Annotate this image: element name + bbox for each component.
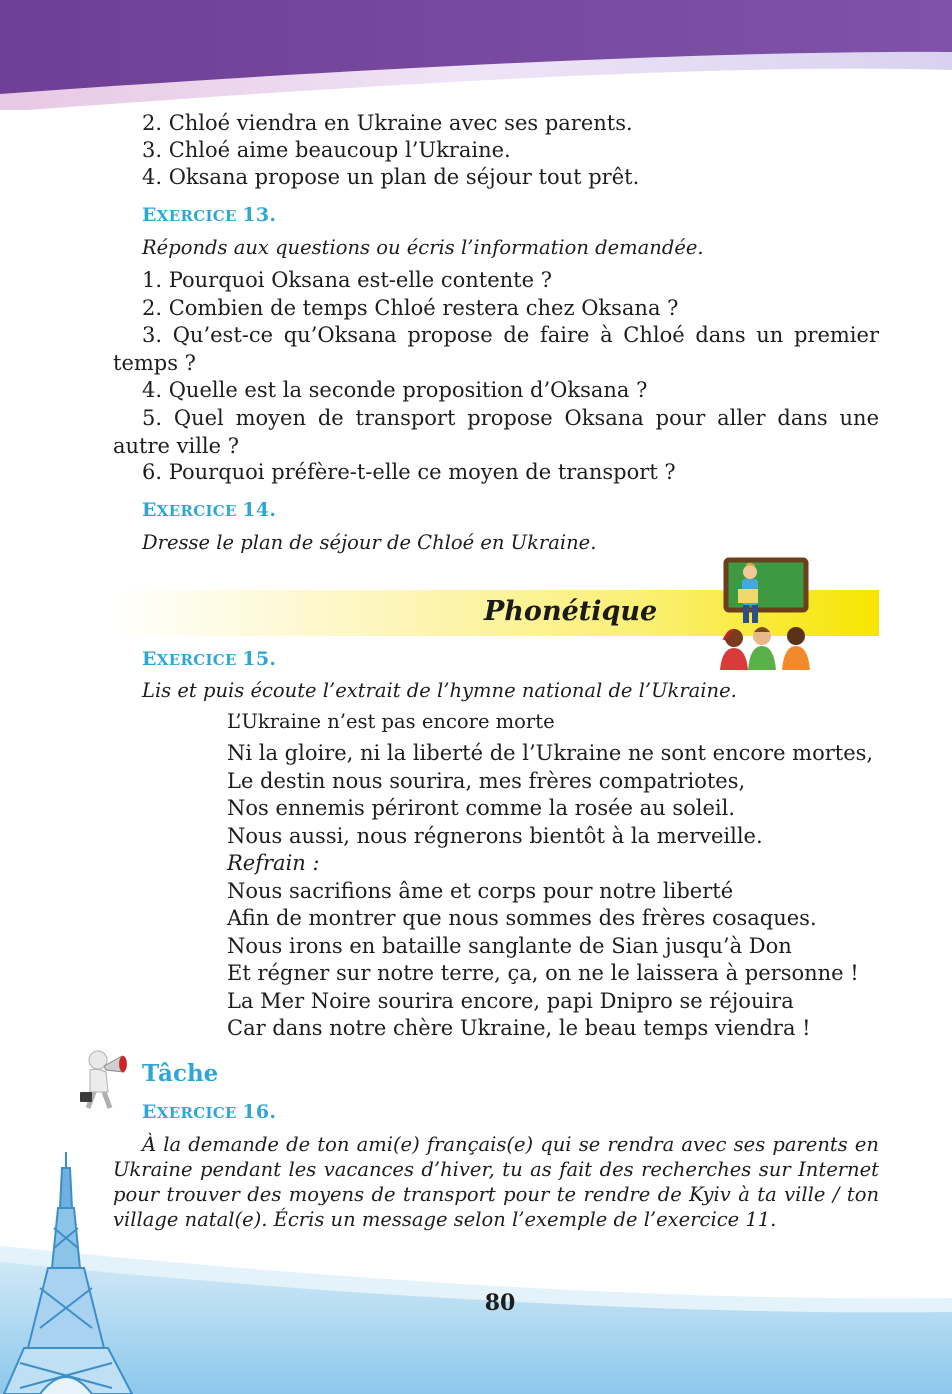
question-4: 4. Quelle est la seconde proposition d’Oksana ? xyxy=(142,378,648,402)
section-title-tache: Tâche xyxy=(142,1060,219,1087)
refrain-line: Nous sacrifions âme et corps pour notre liberté xyxy=(227,878,734,903)
page-number: 80 xyxy=(484,1290,516,1316)
heading-initial: E xyxy=(142,648,157,670)
heading-word: XERCICE xyxy=(156,651,237,669)
heading-initial: E xyxy=(142,499,157,521)
exercise-14-heading xyxy=(142,499,276,521)
refrain-line: Et régner sur notre terre, ça, on ne le laissera à personne ! xyxy=(227,961,859,985)
question-6: 6. Pourquoi préfère-t-elle ce moyen de transport ? xyxy=(142,460,676,484)
question-5-text: 5. Quel moyen de transport propose Oksana pour aller dans une autre ville ? xyxy=(113,406,879,458)
section-title-phonetique: Phonétique xyxy=(484,596,658,627)
exercise-16-text xyxy=(113,1132,879,1232)
heading-word: XERCICE xyxy=(156,502,237,520)
exercise-15-instruction: Lis et puis écoute l’extrait de l’hymne national de l’Ukraine. xyxy=(142,679,737,702)
poem-line: Ni la gloire, ni la liberté de l’Ukraine ne sont encore mortes, xyxy=(227,741,874,765)
exercise-number: 13. xyxy=(242,204,277,226)
heading-word: XERCICE xyxy=(156,1104,237,1122)
top-banner xyxy=(0,0,952,110)
question-3-text: 3. Qu’est-ce qu’Oksana propose de faire à Chloé dans un premier temps ? xyxy=(113,323,879,375)
exercise-number: 14. xyxy=(242,499,277,521)
megaphone-man-illustration xyxy=(76,1048,138,1112)
list-item: 3. Chloé aime beaucoup l’Ukraine. xyxy=(142,138,511,162)
list-item: 4. Oksana propose un plan de séjour tout prêt. xyxy=(142,165,640,189)
question-1: 1. Pourquoi Oksana est-elle contente ? xyxy=(142,268,552,292)
classroom-teacher-illustration xyxy=(712,556,816,672)
list-item: 2. Chloé viendra en Ukraine avec ses parents. xyxy=(142,111,633,135)
poem-line: Le destin nous sourira, mes frères compatriotes, xyxy=(227,768,746,793)
heading-initial: E xyxy=(142,1101,157,1123)
refrain-line: Car dans notre chère Ukraine, le beau temps viendra ! xyxy=(227,1016,811,1040)
heading-word: XERCICE xyxy=(156,207,237,225)
exercise-number: 15. xyxy=(242,648,277,670)
refrain-line: Nous irons en bataille sanglante de Sian jusqu’à Don xyxy=(227,933,792,958)
exercise-13-instruction: Réponds aux questions ou écris l’information demandée. xyxy=(142,236,704,259)
poem-line: Nous aussi, nous régnerons bientôt à la merveille. xyxy=(227,823,763,848)
heading-initial: E xyxy=(142,204,157,226)
question-3 xyxy=(113,322,879,377)
exercise-15-heading xyxy=(142,648,276,670)
exercise-13-heading xyxy=(142,204,276,226)
exercise-14-instruction: Dresse le plan de séjour de Chloé en Ukraine. xyxy=(142,531,597,554)
refrain-line: Afin de montrer que nous sommes des frères cosaques. xyxy=(227,906,817,930)
question-2: 2. Combien de temps Chloé restera chez Oksana ? xyxy=(142,296,679,320)
poem-line: Nos ennemis périront comme la rosée au soleil. xyxy=(227,796,736,820)
question-5 xyxy=(113,405,879,460)
exercise-16-heading xyxy=(142,1101,276,1123)
refrain-label: Refrain : xyxy=(227,851,320,875)
refrain-line: La Mer Noire sourira encore, papi Dnipro se réjouira xyxy=(227,988,794,1013)
exercise-number: 16. xyxy=(242,1101,277,1123)
poem-title: L’Ukraine n’est pas encore morte xyxy=(227,710,555,733)
exercise-16-body: À la demande de ton ami(e) français(e) qui se rendra avec ses parents en Ukraine pendant les vacances d’hiver, tu as fait des recherches sur Internet pour trouver des moyens de transport pour te rendre de Kyiv à ta ville / ton village natal(e). Écris un message selon l’exemple de l’exercice 11. xyxy=(113,1133,879,1231)
